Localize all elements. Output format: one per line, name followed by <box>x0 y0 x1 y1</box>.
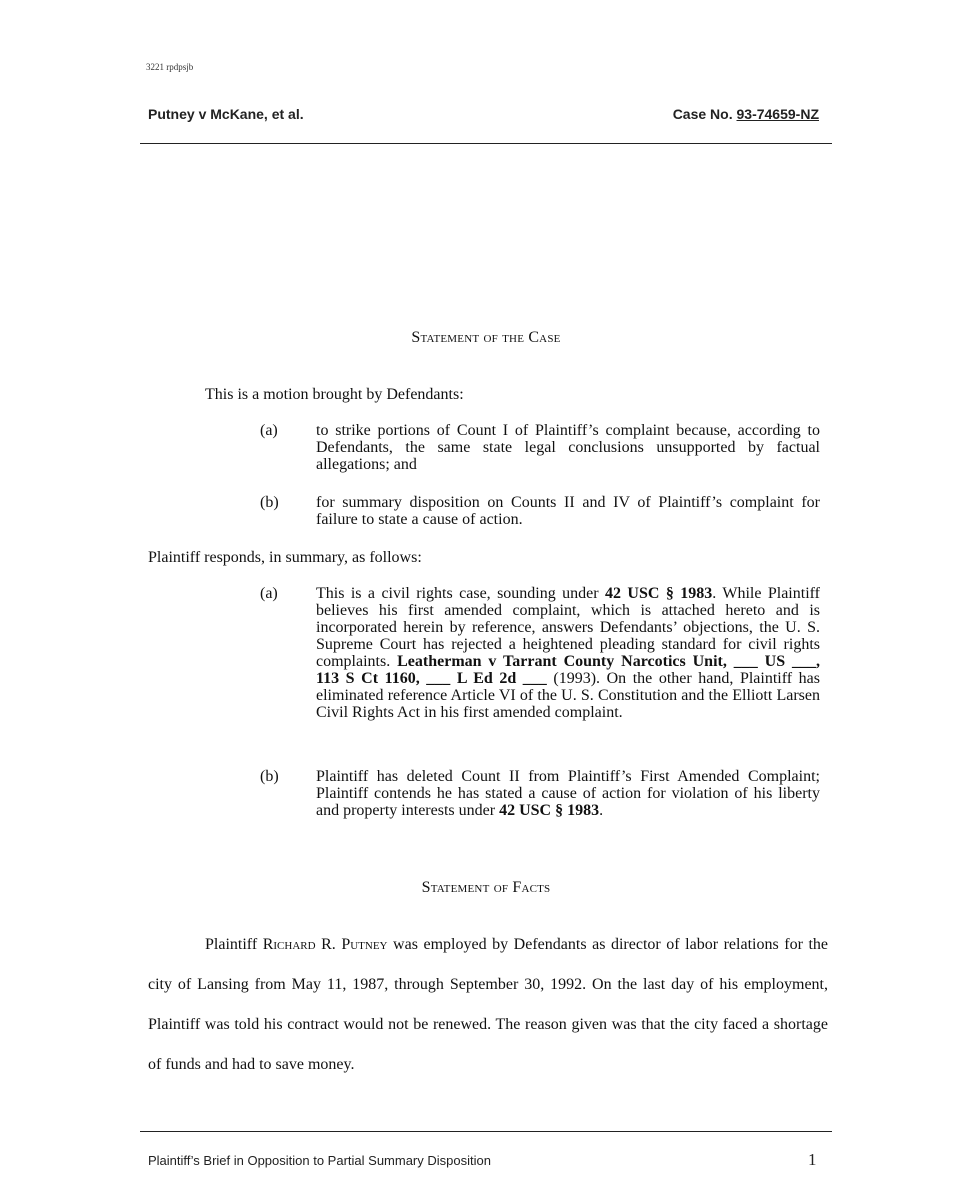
footer-title: Plaintiff’s Brief in Opposition to Partial Summary Disposition <box>148 1153 491 1168</box>
text-run: This is a civil rights case, sounding under <box>316 585 605 602</box>
text-run: Plaintiff <box>205 936 263 953</box>
plaintiff-name: Richard R. Putney <box>262 936 388 953</box>
text-run: . While Plaintiff believes his first amended complaint, which is attached hereto and is incorporated herein by reference, answers Defendants’ objections, the U. S. Supreme Court has rejected a heightened pleading standard for civil rights complaints. <box>316 585 821 670</box>
statute-ref: 42 USC § 1983 <box>605 585 713 602</box>
item-label: (a) <box>260 422 278 439</box>
page-header <box>148 106 819 126</box>
footer-rule <box>140 1131 832 1132</box>
case-citation: Leatherman v Tarrant County Narcotics Unit, ___ US ___, 113 S Ct 1160, ___ L Ed 2d ___ <box>316 653 820 687</box>
page-number: 1 <box>808 1150 817 1169</box>
item-label: (b) <box>260 494 279 511</box>
response-intro: Plaintiff responds, in summary, as follows: <box>148 549 422 566</box>
text-run: . <box>599 802 604 819</box>
item-text <box>316 585 820 721</box>
statement-of-case-heading: Statement of the Case <box>411 329 561 346</box>
item-label: (b) <box>260 768 279 785</box>
document-code: 3221 rpdpsjb <box>146 62 194 72</box>
case-number-label <box>673 106 819 122</box>
case-prefix: Case No. <box>672 106 737 122</box>
statute-ref: 42 USC § 1983 <box>499 802 600 819</box>
item-text <box>316 768 820 819</box>
item-text: for summary disposition on Counts II and IV of Plaintiff’s complaint for failure to state a cause of action. <box>316 494 820 528</box>
item-text: to strike portions of Count I of Plaintiff’s complaint because, according to Defendants, the same state legal conclusions unsupported by factual allegations; and <box>316 422 820 473</box>
item-label: (a) <box>260 585 278 602</box>
header-rule <box>140 143 832 144</box>
text-run: was employed by Defendants as director of labor relations for the city of Lansing from May 11, 1987, through September 30, 1992. On the last day of his employment, Plaintiff was told his contract would not be renewed. The reason given was that the city faced a shortage of funds and had to save money. <box>148 936 828 1073</box>
text-run: Plaintiff has deleted Count II from Plaintiff’s First Amended Complaint; Plaintiff contends he has stated a cause of action for violation of his liberty and property interests under <box>316 768 820 819</box>
facts-paragraph <box>148 925 828 1085</box>
case-caption: Putney v McKane, et al. <box>148 106 304 122</box>
case-number: 93-74659-NZ <box>736 106 819 122</box>
motion-intro: This is a motion brought by Defendants: <box>205 386 464 403</box>
statement-of-facts-heading: Statement of Facts <box>421 879 551 896</box>
text-run: (1993). On the other hand, Plaintiff has eliminated reference Article VI of the U. S. Constitution and the Elliott Larsen Civil Rights Act in his first amended complaint. <box>316 670 820 721</box>
